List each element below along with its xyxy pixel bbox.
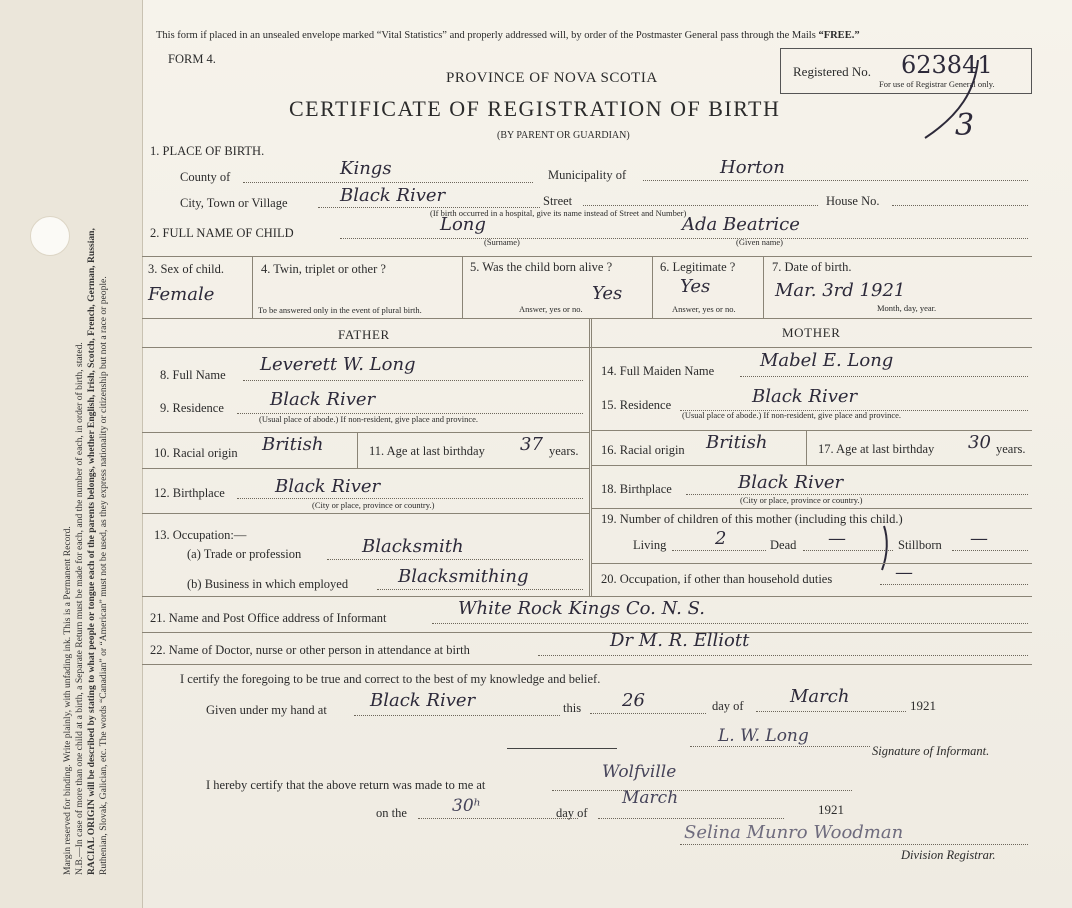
dead-label: Dead <box>770 538 797 552</box>
county-value: Kings <box>340 158 392 179</box>
children-count-label: 19. Number of children of this mother (including this child.) <box>601 512 903 526</box>
registrar-signature: Selina Munro Woodman <box>684 822 904 843</box>
mother-birthplace-value: Black River <box>738 472 844 493</box>
father-business-line <box>377 589 583 590</box>
informant-signature-caption: Signature of Informant. <box>872 744 990 758</box>
living-value: 2 <box>715 528 727 549</box>
mother-racial-bottom-rule <box>592 465 1032 466</box>
certify-month-line <box>756 711 906 712</box>
mother-age-label: 17. Age at last birthday <box>818 442 935 456</box>
dead-value: — <box>828 528 846 549</box>
alive-value: Yes <box>592 283 623 304</box>
twin-label: 4. Twin, triplet or other ? <box>261 262 386 276</box>
house-label: House No. <box>826 194 880 208</box>
postal-notice <box>156 30 860 41</box>
row3-bottom-rule <box>142 318 1032 319</box>
mother-age-value: 30 <box>968 432 991 453</box>
mother-racial-value: British <box>706 432 768 453</box>
certify-day-value: 26 <box>622 690 645 711</box>
date-of-birth-label: 7. Date of birth. <box>772 260 852 274</box>
mother-racial-divider <box>806 430 807 465</box>
parents-divider <box>589 318 592 596</box>
mother-name-value: Mabel E. Long <box>760 350 894 371</box>
row3-divider-3 <box>652 256 653 318</box>
mother-name-label: 14. Full Maiden Name <box>601 364 715 378</box>
province-title: PROVINCE OF NOVA SCOTIA <box>446 70 658 86</box>
father-birthplace-line <box>237 498 583 499</box>
given-under-label: Given under my hand at <box>206 703 327 717</box>
father-racial-value: British <box>262 434 324 455</box>
corner-mark: 3 <box>955 108 975 143</box>
alive-label: 5. Was the child born alive ? <box>470 260 613 274</box>
mother-birthplace-note: (City or place, province or country.) <box>740 495 863 505</box>
mother-birthplace-rule <box>592 508 1032 509</box>
stillborn-label: Stillborn <box>898 538 942 552</box>
county-label: County of <box>180 170 231 184</box>
postal-notice-text: This form if placed in an unsealed envelope marked “Vital Statistics” and properly addressed will, by order of the Postmaster General pass through the Mails <box>156 30 816 41</box>
certify-day-line <box>590 713 706 714</box>
mother-name-line <box>740 376 1028 377</box>
registrar-day-line <box>418 818 578 819</box>
municipality-line <box>643 180 1028 181</box>
mother-occupation-label: 20. Occupation, if other than household duties <box>601 572 833 586</box>
mother-racial-top-rule <box>592 430 1032 431</box>
mother-header: MOTHER <box>782 325 841 340</box>
father-residence-label: 9. Residence <box>160 401 224 415</box>
registrar-month-line <box>598 818 784 819</box>
father-age-label: 11. Age at last birthday <box>369 444 485 458</box>
father-business-label: (b) Business in which employed <box>187 577 349 591</box>
father-trade-label: (a) Trade or profession <box>187 547 302 561</box>
registrar-signature-line <box>680 844 1028 845</box>
legitimate-label: 6. Legitimate ? <box>660 260 736 274</box>
father-racial-top-rule <box>142 432 589 433</box>
father-years-label: years. <box>549 444 579 458</box>
certify-month-value: March <box>790 686 850 707</box>
county-line <box>243 182 533 183</box>
hospital-note: (If birth occurred in a hospital, give its name instead of Street and Number) <box>430 208 687 218</box>
doctor-value: Dr M. R. Elliott <box>610 630 750 651</box>
street-label: Street <box>543 194 573 208</box>
father-business-value: Blacksmithing <box>398 566 529 587</box>
living-label: Living <box>633 538 667 552</box>
given-place-value: Black River <box>370 690 476 711</box>
father-racial-bottom-rule <box>142 468 589 469</box>
father-birthplace-label: 12. Birthplace <box>154 486 225 500</box>
sex-label: 3. Sex of child. <box>148 262 225 276</box>
certify-year-value: 1921 <box>910 698 936 713</box>
father-birthplace-rule <box>142 513 589 514</box>
city-label: City, Town or Village <box>180 196 288 210</box>
father-name-label: 8. Full Name <box>160 368 226 382</box>
city-value: Black River <box>340 185 446 206</box>
legitimate-value: Yes <box>680 276 711 297</box>
street-line <box>583 205 818 206</box>
twin-note: To be answered only in the event of plural birth. <box>258 305 422 315</box>
row3-divider-4 <box>763 256 764 318</box>
child-name-line <box>340 238 1028 239</box>
mother-years-label: years. <box>996 442 1026 456</box>
this-label: this <box>563 701 582 715</box>
living-line <box>672 550 766 551</box>
municipality-label: Municipality of <box>548 168 627 182</box>
informant-line <box>432 623 1028 624</box>
margin-note-3: RACIAL ORIGIN will be described by stating to what people or tongue each of the parents belongs, whether English, Irish, Scotch, French, German, Russian, <box>86 228 97 875</box>
signature-separator <box>507 748 617 749</box>
child-name-label: 2. FULL NAME OF CHILD <box>150 226 294 240</box>
margin-note-2: N.B.—In case of more than one child at a birth, a Separate Return must be made for each, and the number of each, in order of birth, stated. <box>74 342 85 875</box>
father-residence-value: Black River <box>270 389 376 410</box>
father-birthplace-value: Black River <box>275 476 381 497</box>
registrar-statement: I hereby certify that the above return was made to me at <box>206 778 486 792</box>
parents-bottom-rule <box>142 596 1032 597</box>
registrar-caption: Division Registrar. <box>901 848 996 862</box>
alive-note: Answer, yes or no. <box>519 304 583 314</box>
registrar-place-line <box>552 790 852 791</box>
child-surname: Long <box>440 214 486 235</box>
row3-divider-1 <box>252 256 253 318</box>
binding-margin <box>0 0 143 908</box>
registrar-year-value: 1921 <box>818 802 844 817</box>
legitimate-note: Answer, yes or no. <box>672 304 736 314</box>
mother-racial-label: 16. Racial origin <box>601 443 685 457</box>
doctor-rule <box>142 664 1032 665</box>
registered-label: Registered No. <box>793 64 871 79</box>
registrar-day-of-label: day of <box>556 806 588 820</box>
father-name-line <box>243 380 583 381</box>
form-number: FORM 4. <box>168 52 216 66</box>
mother-occupation-value: — <box>895 562 913 583</box>
sex-value: Female <box>148 284 215 305</box>
father-header: FATHER <box>338 327 390 342</box>
certify-statement: I certify the foregoing to be true and correct to the best of my knowledge and belief. <box>180 672 601 686</box>
father-racial-divider <box>357 432 358 468</box>
father-racial-label: 10. Racial origin <box>154 446 238 460</box>
margin-note-1: Margin reserved for binding. Write plainly, with unfading ink. This is a Permanent Record. <box>62 526 73 875</box>
pen-stroke <box>920 60 1010 150</box>
bracket-stroke <box>872 524 896 574</box>
place-of-birth-label: 1. PLACE OF BIRTH. <box>150 144 265 158</box>
registrar-month-value: March <box>622 788 679 808</box>
mother-residence-note: (Usual place of abode.) If non-resident, give place and province. <box>682 410 902 420</box>
informant-rule <box>142 632 1032 633</box>
row3-top-rule <box>142 256 1032 257</box>
informant-signature: L. W. Long <box>718 726 809 746</box>
on-the-label: on the <box>376 806 407 820</box>
mother-residence-value: Black River <box>752 386 858 407</box>
child-given-name: Ada Beatrice <box>682 214 800 235</box>
given-name-caption: (Given name) <box>736 237 783 247</box>
parents-header-rule <box>142 347 1032 348</box>
margin-note-4: Ruthenian, Slovak, Galician, etc. The words “Canadian” or “American” must not be used, as they express nationality or citizenship but not a race or people. <box>98 276 109 875</box>
date-of-birth-value: Mar. 3rd 1921 <box>775 280 906 301</box>
doctor-label: 22. Name of Doctor, nurse or other person in attendance at birth <box>150 643 470 657</box>
father-name-value: Leverett W. Long <box>260 354 416 375</box>
mother-birthplace-label: 18. Birthplace <box>601 482 672 496</box>
row3-divider-2 <box>462 256 463 318</box>
certificate-title: CERTIFICATE OF REGISTRATION OF BIRTH <box>289 96 781 121</box>
registered-number: 623841 <box>901 51 993 79</box>
by-parent-subtitle: (BY PARENT OR GUARDIAN) <box>497 130 630 141</box>
doctor-line <box>538 655 1028 656</box>
surname-caption: (Surname) <box>484 237 520 247</box>
registrar-use-note: For use of Registrar General only. <box>879 79 995 89</box>
father-residence-note: (Usual place of abode.) If non-resident, give place and province. <box>259 414 479 424</box>
mother-occupation-line <box>880 584 1028 585</box>
mother-residence-label: 15. Residence <box>601 398 672 412</box>
informant-signature-line <box>690 746 870 747</box>
stillborn-line <box>952 550 1028 551</box>
house-line <box>892 205 1028 206</box>
father-trade-line <box>327 559 583 560</box>
stillborn-value: — <box>970 528 988 549</box>
father-age-value: 37 <box>520 434 543 455</box>
father-birthplace-note: (City or place, province or country.) <box>312 500 435 510</box>
municipality-value: Horton <box>720 157 785 178</box>
registrar-day-value: 30ʰ <box>452 796 481 816</box>
given-place-line <box>354 715 560 716</box>
informant-label: 21. Name and Post Office address of Informant <box>150 611 387 625</box>
registrar-place-value: Wolfville <box>602 762 677 782</box>
certify-day-of-label: day of <box>712 699 744 713</box>
children-rule <box>592 563 1032 564</box>
father-trade-value: Blacksmith <box>362 536 464 557</box>
informant-value: White Rock Kings Co. N. S. <box>458 598 706 619</box>
father-occupation-label: 13. Occupation:— <box>154 528 247 542</box>
postal-notice-free: “FREE.” <box>818 30 860 41</box>
date-of-birth-note: Month, day, year. <box>877 303 937 313</box>
